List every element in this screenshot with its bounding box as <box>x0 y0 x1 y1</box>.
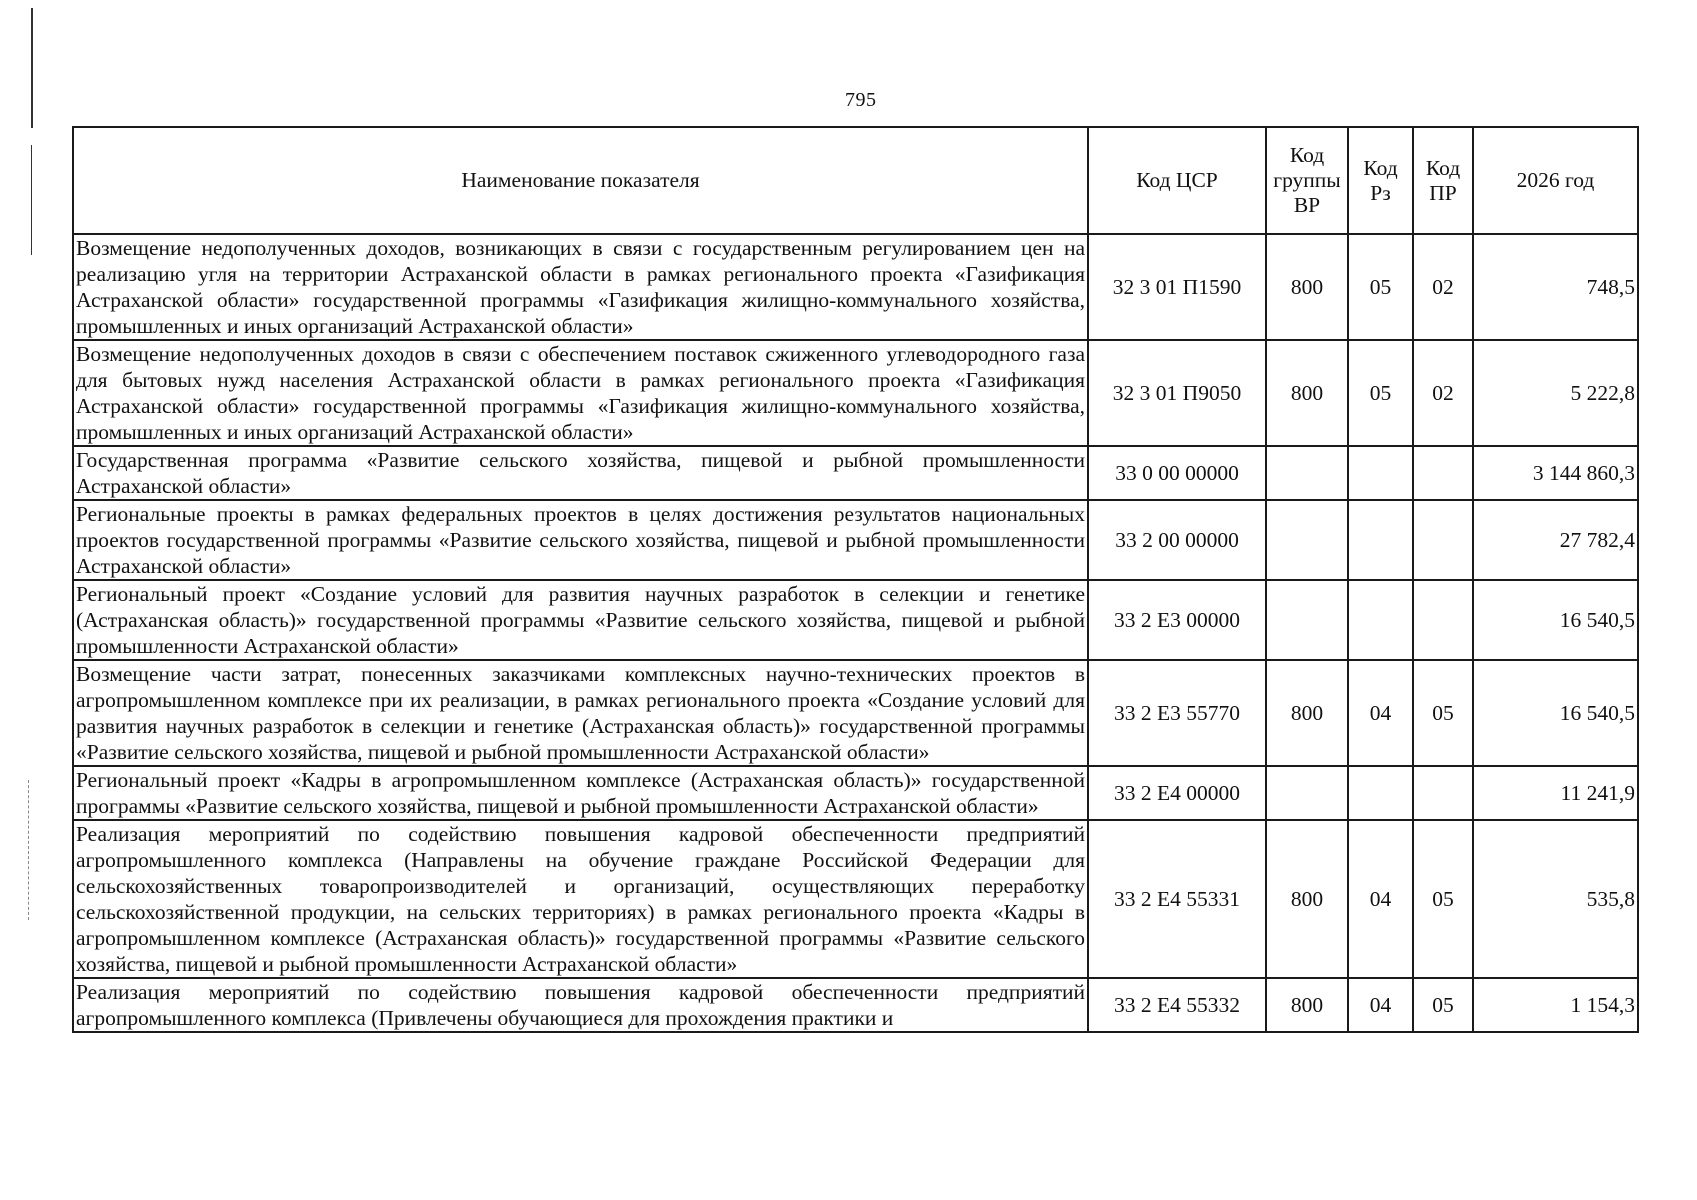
cell-csr: 33 0 00 00000 <box>1088 446 1266 500</box>
header-csr: Код ЦСР <box>1088 127 1266 234</box>
cell-amount: 5 222,8 <box>1473 340 1638 446</box>
header-rz: Код Рз <box>1348 127 1413 234</box>
header-name: Наименование показателя <box>73 127 1088 234</box>
cell-name: Государственная программа «Развитие сельского хозяйства, пищевой и рыбной промышленности Астраханской области» <box>73 446 1088 500</box>
table-row <box>73 660 1638 766</box>
cell-vr: 800 <box>1266 234 1348 340</box>
table-row <box>73 820 1638 978</box>
cell-csr: 33 2 00 00000 <box>1088 500 1266 580</box>
cell-pr: 02 <box>1413 234 1473 340</box>
cell-pr <box>1413 500 1473 580</box>
cell-rz <box>1348 766 1413 820</box>
cell-csr: 33 2 Е3 55770 <box>1088 660 1266 766</box>
cell-vr: 800 <box>1266 978 1348 1032</box>
cell-amount: 3 144 860,3 <box>1473 446 1638 500</box>
cell-csr: 33 2 Е4 00000 <box>1088 766 1266 820</box>
cell-pr: 05 <box>1413 820 1473 978</box>
table-row <box>73 978 1638 1032</box>
margin-dots <box>28 780 29 920</box>
cell-rz: 05 <box>1348 234 1413 340</box>
cell-name: Региональный проект «Создание условий для развития научных разработок в селекции и генетике (Астраханская область)» государственной программы «Развитие сельского хозяйства, пищевой и рыбной промышленности Астраханской области» <box>73 580 1088 660</box>
margin-line <box>31 8 33 128</box>
header-year: 2026 год <box>1473 127 1638 234</box>
cell-name: Реализация мероприятий по содействию повышения кадровой обеспеченности предприятий агропромышленного комплекса (Привлечены обучающиеся для прохождения практики и <box>73 978 1088 1032</box>
cell-amount: 16 540,5 <box>1473 660 1638 766</box>
cell-vr: 800 <box>1266 820 1348 978</box>
cell-csr: 32 3 01 П9050 <box>1088 340 1266 446</box>
margin-line <box>31 145 32 255</box>
cell-csr: 33 2 Е4 55332 <box>1088 978 1266 1032</box>
cell-name: Региональный проект «Кадры в агропромышленном комплексе (Астраханская область)» государственной программы «Развитие сельского хозяйства, пищевой и рыбной промышленности Астраханской области» <box>73 766 1088 820</box>
cell-amount: 1 154,3 <box>1473 978 1638 1032</box>
cell-csr: 33 2 Е4 55331 <box>1088 820 1266 978</box>
table-row <box>73 446 1638 500</box>
budget-table <box>72 126 1639 1033</box>
table-header-row <box>73 127 1638 234</box>
cell-vr <box>1266 580 1348 660</box>
cell-pr: 05 <box>1413 660 1473 766</box>
cell-csr: 32 3 01 П1590 <box>1088 234 1266 340</box>
table-row <box>73 234 1638 340</box>
header-vr: Код группы ВР <box>1266 127 1348 234</box>
cell-amount: 748,5 <box>1473 234 1638 340</box>
cell-vr: 800 <box>1266 340 1348 446</box>
cell-rz: 04 <box>1348 820 1413 978</box>
table-row <box>73 500 1638 580</box>
cell-pr <box>1413 446 1473 500</box>
cell-pr <box>1413 580 1473 660</box>
cell-amount: 535,8 <box>1473 820 1638 978</box>
cell-pr: 05 <box>1413 978 1473 1032</box>
cell-rz <box>1348 446 1413 500</box>
cell-vr <box>1266 500 1348 580</box>
cell-rz: 04 <box>1348 660 1413 766</box>
cell-pr: 02 <box>1413 340 1473 446</box>
cell-csr: 33 2 Е3 00000 <box>1088 580 1266 660</box>
header-pr: Код ПР <box>1413 127 1473 234</box>
table-row <box>73 766 1638 820</box>
cell-rz: 04 <box>1348 978 1413 1032</box>
cell-rz: 05 <box>1348 340 1413 446</box>
page-number: 795 <box>845 89 877 111</box>
cell-name: Возмещение недополученных доходов в связи с обеспечением поставок сжиженного углеводородного газа для бытовых нужд населения Астраханской области в рамках регионального проекта «Газификация Астраханской области» государственной программы «Газификация жилищно-коммунального хозяйства, промышленных и иных организаций Астраханской области» <box>73 340 1088 446</box>
cell-pr <box>1413 766 1473 820</box>
cell-name: Региональные проекты в рамках федеральных проектов в целях достижения результатов национальных проектов государственной программы «Развитие сельского хозяйства, пищевой и рыбной промышленности Астраханской области» <box>73 500 1088 580</box>
cell-vr: 800 <box>1266 660 1348 766</box>
cell-name: Реализация мероприятий по содействию повышения кадровой обеспеченности предприятий агропромышленного комплекса (Направлены на обучение граждане Российской Федерации для сельскохозяйственных товаропроизводителей и организаций, осуществляющих переработку сельскохозяйственной продукции, на сельских территориях) в рамках регионального проекта «Кадры в агропромышленном комплексе (Астраханская область)» государственной программы «Развитие сельского хозяйства, пищевой и рыбной промышленности Астраханской области» <box>73 820 1088 978</box>
cell-vr <box>1266 446 1348 500</box>
cell-amount: 27 782,4 <box>1473 500 1638 580</box>
cell-rz <box>1348 580 1413 660</box>
cell-name: Возмещение части затрат, понесенных заказчиками комплексных научно-технических проектов в агропромышленном комплексе при их реализации, в рамках регионального проекта «Создание условий для развития научных разработок в селекции и генетике (Астраханская область)» государственной программы «Развитие сельского хозяйства, пищевой и рыбной промышленности Астраханской области» <box>73 660 1088 766</box>
cell-vr <box>1266 766 1348 820</box>
cell-amount: 11 241,9 <box>1473 766 1638 820</box>
cell-rz <box>1348 500 1413 580</box>
cell-name: Возмещение недополученных доходов, возникающих в связи с государственным регулированием цен на реализацию угля на территории Астраханской области в рамках регионального проекта «Газификация Астраханской области» государственной программы «Газификация жилищно-коммунального хозяйства, промышленных и иных организаций Астраханской области» <box>73 234 1088 340</box>
cell-amount: 16 540,5 <box>1473 580 1638 660</box>
table-row <box>73 580 1638 660</box>
table-row <box>73 340 1638 446</box>
